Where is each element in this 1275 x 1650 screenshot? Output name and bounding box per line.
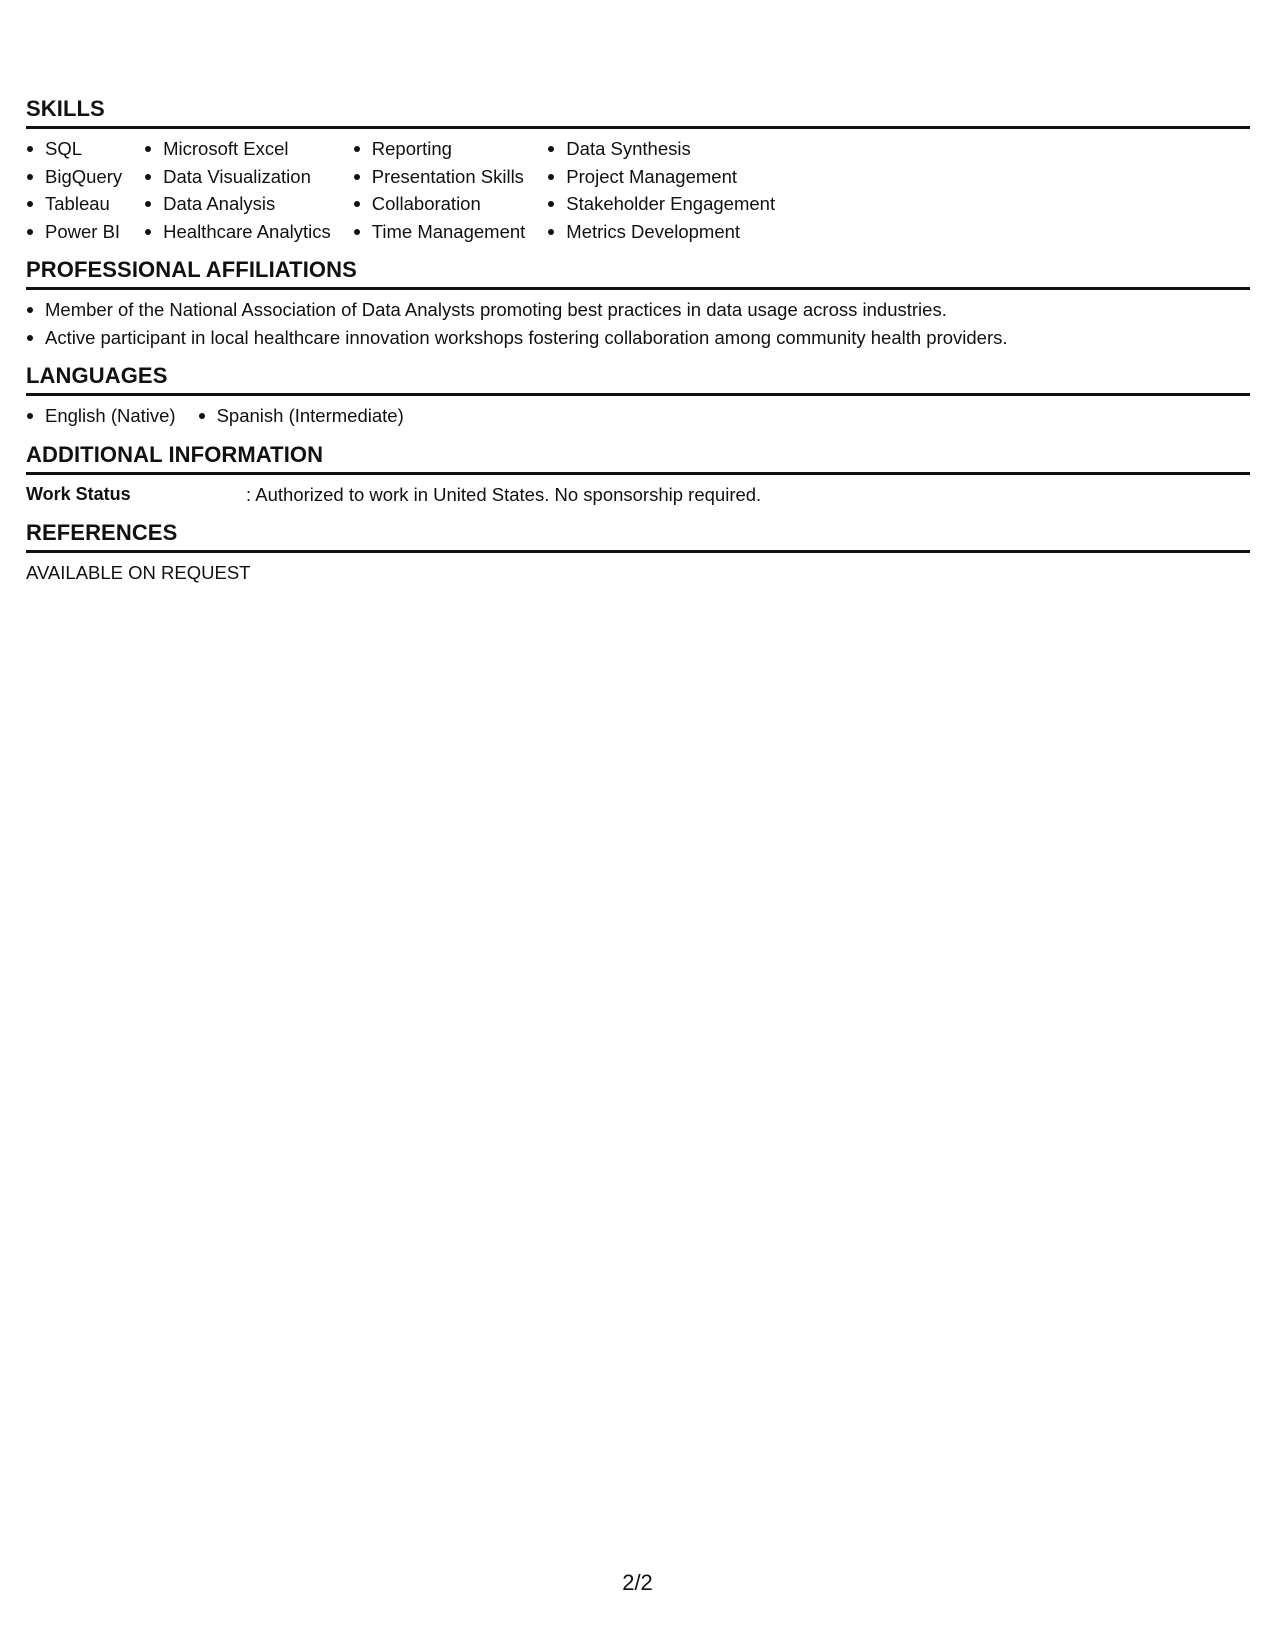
section-title-skills: SKILLS (26, 96, 105, 121)
skill-item: Reporting (353, 135, 526, 163)
skills-section (26, 96, 1250, 245)
section-divider (26, 287, 1250, 290)
skill-item: Presentation Skills (353, 163, 526, 191)
section-title-languages: LANGUAGES (26, 363, 168, 388)
section-divider (26, 472, 1250, 475)
skill-item: Healthcare Analytics (144, 218, 331, 246)
references-text: AVAILABLE ON REQUEST (26, 561, 251, 583)
references-section (26, 520, 1250, 586)
skill-item: Project Management (547, 163, 775, 191)
affiliation-item: Active participant in local healthcare innovation workshops fostering collaboration among community health providers. (26, 324, 1250, 352)
additional-info-section (26, 442, 1250, 508)
skill-item: Metrics Development (547, 218, 775, 246)
skill-item: Data Visualization (144, 163, 331, 191)
language-item: English (Native) (26, 402, 176, 430)
work-status-label: Work Status (26, 483, 131, 504)
section-title-additional-info: ADDITIONAL INFORMATION (26, 441, 324, 467)
section-divider (26, 126, 1250, 129)
skills-column-1 (26, 135, 122, 245)
skill-item: Power BI (26, 218, 122, 246)
work-status-value: : Authorized to work in United States. No sponsorship required. (246, 483, 762, 505)
resume-page (26, 96, 1250, 598)
section-title-affiliations: PROFESSIONAL AFFILIATIONS (26, 257, 357, 282)
skill-item: Stakeholder Engagement (547, 190, 775, 218)
skill-item: Data Synthesis (547, 135, 775, 163)
skills-column-3 (353, 135, 526, 245)
skills-column-2 (144, 135, 331, 245)
skill-item: Tableau (26, 190, 122, 218)
skill-item: Collaboration (353, 190, 526, 218)
language-item: Spanish (Intermediate) (198, 402, 404, 430)
skill-item: Time Management (353, 218, 526, 246)
languages-section (26, 363, 1250, 430)
skill-item: Microsoft Excel (144, 135, 331, 163)
skills-column-4 (547, 135, 775, 245)
page-number: 2/2 (622, 1570, 653, 1595)
skill-item: BigQuery (26, 163, 122, 191)
work-status-row (26, 481, 1250, 508)
skill-item: Data Analysis (144, 190, 331, 218)
affiliations-list (26, 296, 1250, 351)
section-divider (26, 550, 1250, 553)
skill-item: SQL (26, 135, 122, 163)
section-divider (26, 393, 1250, 396)
section-title-references: REFERENCES (26, 519, 178, 545)
affiliations-section (26, 257, 1250, 351)
languages-list (26, 402, 1250, 430)
skills-grid (26, 135, 1250, 245)
affiliation-item: Member of the National Association of Data Analysts promoting best practices in data usage across industries. (26, 296, 1250, 324)
